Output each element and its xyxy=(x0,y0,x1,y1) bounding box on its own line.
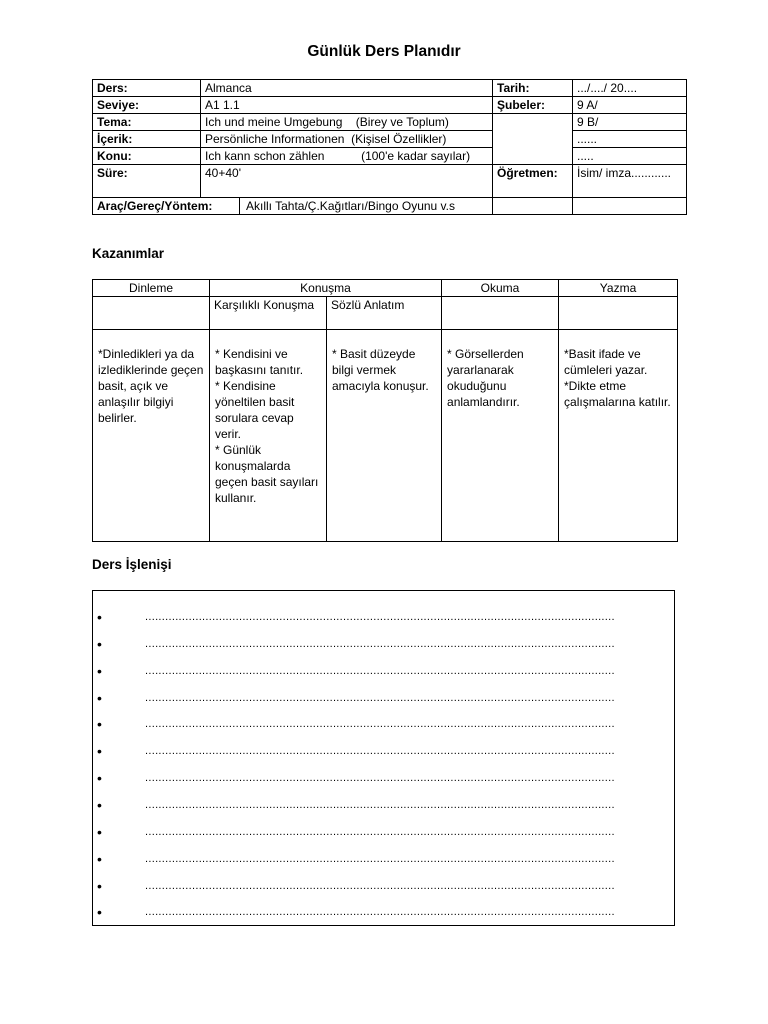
tarih-label: Tarih: xyxy=(493,80,573,97)
info-row-seviye xyxy=(93,97,687,114)
karsilikli-item: * Günlük konuşmalarda geçen basit sayıları kullanır. xyxy=(215,443,319,505)
bullet-icon: • xyxy=(97,824,102,840)
ders-islenisi-heading: Ders İşlenişi xyxy=(92,557,172,572)
dinleme-cell: *Dinledikleri ya da izlediklerinde geçen basit, açık ve anlaşılır bilgiyi belirler. xyxy=(93,330,210,542)
page-title: Günlük Ders Planıdır xyxy=(307,43,461,60)
icerik-value: Persönliche Informationen (Kişisel Özellikler) xyxy=(201,131,493,148)
sure-label: Süre: xyxy=(93,165,201,198)
list-item xyxy=(93,661,676,681)
yazma-item: *Dikte etme çalışmalarına katılır. xyxy=(564,379,671,409)
arac-value: Akıllı Tahta/Ç.Kağıtları/Bingo Oyunu v.s xyxy=(246,199,455,213)
bullet-icon: • xyxy=(97,878,102,894)
info-row-icerik xyxy=(93,131,687,148)
list-item xyxy=(93,822,676,842)
sube-1: 9 A/ xyxy=(573,97,687,114)
empty-cell xyxy=(493,198,573,215)
list-item xyxy=(93,849,676,869)
info-row-ders xyxy=(93,80,687,97)
list-item xyxy=(93,714,676,734)
empty-cell xyxy=(493,131,573,148)
list-item xyxy=(93,688,676,708)
info-row-arac xyxy=(93,198,687,215)
okuma-header: Okuma xyxy=(442,280,559,297)
yazma-cell xyxy=(559,330,678,542)
sube-3: ...... xyxy=(573,131,687,148)
list-item xyxy=(93,741,676,761)
sube-4: ..... xyxy=(573,148,687,165)
yazma-item: *Basit ifade ve cümleleri yazar. xyxy=(564,347,648,377)
arac-cell xyxy=(93,198,493,215)
list-item xyxy=(93,607,676,627)
dotted-line: ............................................................................................................................................ xyxy=(145,853,615,865)
list-item xyxy=(93,876,676,896)
empty-cell xyxy=(493,114,573,131)
dotted-line: ............................................................................................................................................ xyxy=(145,745,615,757)
yazma-header: Yazma xyxy=(559,280,678,297)
konusma-header: Konuşma xyxy=(210,280,442,297)
dotted-line: ............................................................................................................................................ xyxy=(145,826,615,838)
kaz-body-row xyxy=(93,330,678,542)
kazanimlar-table xyxy=(92,279,678,542)
dinleme-header: Dinleme xyxy=(93,280,210,297)
arac-label: Araç/Gereç/Yöntem: xyxy=(93,198,240,214)
ogretmen-value: İsim/ imza............ xyxy=(573,165,687,198)
bullet-icon: • xyxy=(97,770,102,786)
lesson-info-table xyxy=(92,79,687,215)
bullet-icon: • xyxy=(97,851,102,867)
sube-2: 9 B/ xyxy=(573,114,687,131)
kaz-header-row xyxy=(93,280,678,297)
dotted-line: ............................................................................................................................................ xyxy=(145,718,615,730)
info-row-sure xyxy=(93,165,687,198)
tema-label: Tema: xyxy=(93,114,201,131)
ders-islenisi-box xyxy=(92,590,675,926)
bullet-icon: • xyxy=(97,663,102,679)
info-row-konu xyxy=(93,148,687,165)
bullet-icon: • xyxy=(97,636,102,652)
list-item xyxy=(93,634,676,654)
karsilikli-header: Karşılıklı Konuşma xyxy=(210,297,327,330)
ders-value: Almanca xyxy=(201,80,493,97)
empty-cell xyxy=(93,297,210,330)
empty-cell xyxy=(493,148,573,165)
konu-label: Konu: xyxy=(93,148,201,165)
list-item xyxy=(93,768,676,788)
karsilikli-item: * Kendisini ve başkasını tanıtır. xyxy=(215,347,304,377)
sozlu-header: Sözlü Anlatım xyxy=(327,297,442,330)
kazanimlar-heading: Kazanımlar xyxy=(92,246,165,261)
dotted-line: ............................................................................................................................................ xyxy=(145,799,615,811)
dotted-line: ............................................................................................................................................ xyxy=(145,692,615,704)
sure-value: 40+40' xyxy=(201,165,493,198)
dotted-line: ............................................................................................................................................ xyxy=(145,880,615,892)
dotted-line: ............................................................................................................................................ xyxy=(145,772,615,784)
empty-cell xyxy=(573,198,687,215)
dotted-line: ............................................................................................................................................ xyxy=(145,638,615,650)
karsilikli-item: * Kendisine yöneltilen basit sorulara cevap verir. xyxy=(215,379,295,441)
dotted-line: ............................................................................................................................................ xyxy=(145,906,615,918)
konu-value: Ich kann schon zählen (100'e kadar sayılar) xyxy=(201,148,493,165)
karsilikli-cell xyxy=(210,330,327,542)
bullet-icon: • xyxy=(97,797,102,813)
seviye-value: A1 1.1 xyxy=(201,97,493,114)
subeler-label: Şubeler: xyxy=(493,97,573,114)
info-row-tema xyxy=(93,114,687,131)
bullet-icon: • xyxy=(97,609,102,625)
dotted-line: ............................................................................................................................................ xyxy=(145,611,615,623)
bullet-icon: • xyxy=(97,716,102,732)
empty-cell xyxy=(559,297,678,330)
ders-label: Ders: xyxy=(93,80,201,97)
bullet-icon: • xyxy=(97,904,102,920)
sozlu-cell: * Basit düzeyde bilgi vermek amacıyla konuşur. xyxy=(327,330,442,542)
list-item xyxy=(93,902,676,922)
empty-cell xyxy=(442,297,559,330)
tarih-value: .../..../ 20.... xyxy=(573,80,687,97)
tema-value: Ich und meine Umgebung (Birey ve Toplum) xyxy=(201,114,493,131)
dotted-line: ............................................................................................................................................ xyxy=(145,665,615,677)
bullet-icon: • xyxy=(97,690,102,706)
okuma-cell: * Görsellerden yararlanarak okuduğunu anlamlandırır. xyxy=(442,330,559,542)
seviye-label: Seviye: xyxy=(93,97,201,114)
bullet-icon: • xyxy=(97,743,102,759)
ogretmen-label: Öğretmen: xyxy=(493,165,573,198)
list-item xyxy=(93,795,676,815)
kaz-subheader-row xyxy=(93,297,678,330)
icerik-label: İçerik: xyxy=(93,131,201,148)
